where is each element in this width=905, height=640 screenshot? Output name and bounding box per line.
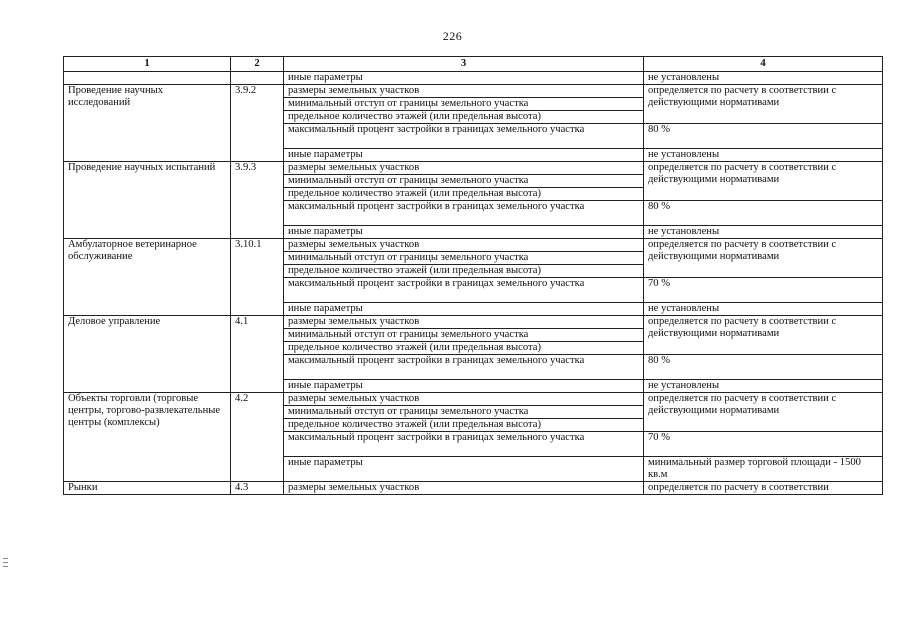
use-code-cell: 4.1	[231, 316, 284, 393]
use-code-cell: 3.9.3	[231, 162, 284, 239]
table-row	[64, 482, 883, 495]
use-name-cell: Объекты торговли (торговые центры, торгово-развлекательные центры (комплексы)	[64, 393, 231, 482]
value-coverage-cell: 80 %	[644, 201, 883, 226]
column-header-1: 1	[64, 57, 231, 72]
param-floors-cell: предельное количество этажей (или предельная высота)	[284, 419, 644, 432]
use-name-cell: Рынки	[64, 482, 231, 495]
use-code-cell: 4.3	[231, 482, 284, 495]
param-floors-cell: предельное количество этажей (или предельная высота)	[284, 342, 644, 355]
param-coverage-cell: максимальный процент застройки в границах земельного участка	[284, 432, 644, 457]
value-calc-cell: определяется по расчету в соответствии с действующими нормативами	[644, 162, 883, 201]
use-code-cell: 3.10.1	[231, 239, 284, 316]
value-calc-cell: определяется по расчету в соответствии с действующими нормативами	[644, 85, 883, 124]
page-number: 226	[442, 29, 463, 43]
param-size-cell: размеры земельных участков	[284, 316, 644, 329]
scan-mark	[3, 566, 8, 567]
use-code-cell: 3.9.2	[231, 85, 284, 162]
param-floors-cell: предельное количество этажей (или предельная высота)	[284, 265, 644, 278]
param-floors-cell: предельное количество этажей (или предельная высота)	[284, 111, 644, 124]
param-other-cell: иные параметры	[284, 226, 644, 239]
header-row	[64, 57, 883, 72]
value-other-cell: минимальный размер торговой площади - 1500 кв.м	[644, 457, 883, 482]
use-code-cell: 4.2	[231, 393, 284, 482]
table-row	[64, 85, 883, 98]
value-other-cell: не установлены	[644, 303, 883, 316]
value-coverage-cell: 70 %	[644, 278, 883, 303]
param-coverage-cell: максимальный процент застройки в границах земельного участка	[284, 201, 644, 226]
table-row	[64, 72, 883, 85]
value-coverage-cell: 80 %	[644, 124, 883, 149]
param-other-cell: иные параметры	[284, 303, 644, 316]
value-calc-cell: определяется по расчету в соответствии	[644, 482, 883, 495]
param-other-cell: иные параметры	[284, 380, 644, 393]
table-body	[64, 72, 883, 495]
table-row	[64, 393, 883, 406]
table-row	[64, 239, 883, 252]
use-name-cell: Амбулаторное ветеринарное обслуживание	[64, 239, 231, 316]
param-setback-cell: минимальный отступ от границы земельного участка	[284, 329, 644, 342]
param-size-cell: размеры земельных участков	[284, 162, 644, 175]
param-setback-cell: минимальный отступ от границы земельного участка	[284, 406, 644, 419]
value-other-cell: не установлены	[644, 149, 883, 162]
name-cell	[64, 72, 231, 85]
scan-mark	[3, 558, 8, 559]
value-coverage-cell: 80 %	[644, 355, 883, 380]
param-setback-cell: минимальный отступ от границы земельного участка	[284, 252, 644, 265]
column-header-3: 3	[284, 57, 644, 72]
table-row	[64, 162, 883, 175]
scan-mark	[3, 562, 8, 563]
param-setback-cell: минимальный отступ от границы земельного участка	[284, 175, 644, 188]
table-row	[64, 316, 883, 329]
value-other-cell: не установлены	[644, 226, 883, 239]
param-coverage-cell: максимальный процент застройки в границах земельного участка	[284, 355, 644, 380]
param-size-cell: размеры земельных участков	[284, 239, 644, 252]
param-size-cell: размеры земельных участков	[284, 85, 644, 98]
value-calc-cell: определяется по расчету в соответствии с действующими нормативами	[644, 393, 883, 432]
param-size-cell: размеры земельных участков	[284, 482, 644, 495]
use-name-cell: Деловое управление	[64, 316, 231, 393]
value-cell: не установлены	[644, 72, 883, 85]
param-coverage-cell: максимальный процент застройки в границах земельного участка	[284, 278, 644, 303]
param-floors-cell: предельное количество этажей (или предельная высота)	[284, 188, 644, 201]
param-setback-cell: минимальный отступ от границы земельного участка	[284, 98, 644, 111]
value-calc-cell: определяется по расчету в соответствии с действующими нормативами	[644, 316, 883, 355]
param-other-cell: иные параметры	[284, 149, 644, 162]
regulations-table	[63, 56, 883, 495]
column-header-2: 2	[231, 57, 284, 72]
param-coverage-cell: максимальный процент застройки в границах земельного участка	[284, 124, 644, 149]
code-cell	[231, 72, 284, 85]
param-size-cell: размеры земельных участков	[284, 393, 644, 406]
param-other-cell: иные параметры	[284, 457, 644, 482]
use-name-cell: Проведение научных исследований	[64, 85, 231, 162]
column-header-4: 4	[644, 57, 883, 72]
value-calc-cell: определяется по расчету в соответствии с действующими нормативами	[644, 239, 883, 278]
value-other-cell: не установлены	[644, 380, 883, 393]
param-cell: иные параметры	[284, 72, 644, 85]
value-coverage-cell: 70 %	[644, 432, 883, 457]
use-name-cell: Проведение научных испытаний	[64, 162, 231, 239]
